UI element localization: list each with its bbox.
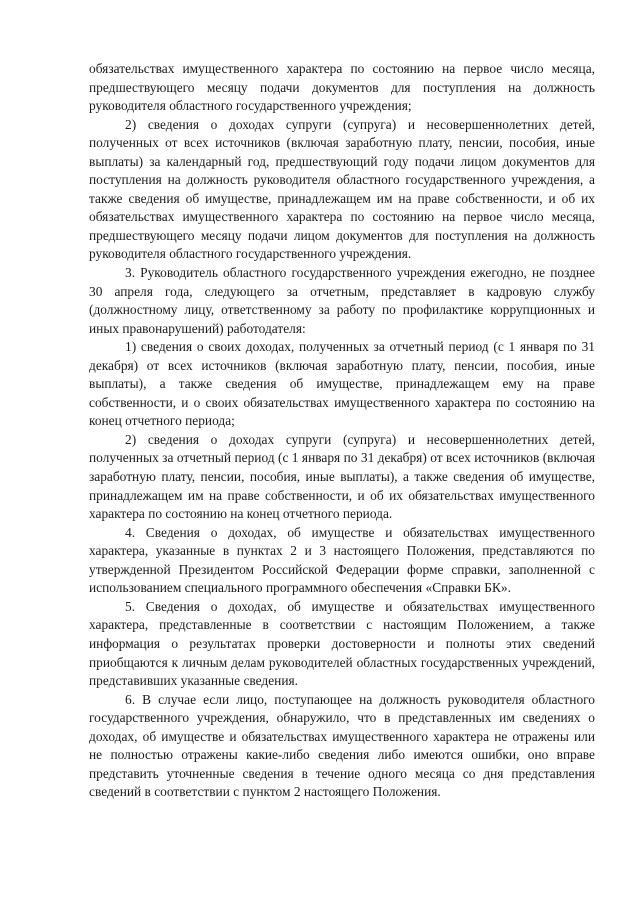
paragraph-continuation: обязательствах имущественного характера по состоянию на первое число месяца, предшествующего месяцу подачи документов для поступления на должность руководителя областного государственного учреждения; xyxy=(89,61,595,114)
paragraph-corrected-info: 6. В случае если лицо, поступающее на должность руководителя областного государственного учреждения, обнаружило, что в представленных им сведениях о доходах, об имуществе и обязательствах имущественного характера не отражены или не полностью отражены какие-либо сведения либо имеются ошибки, оно вправе представить уточненные сведения в течение одного месяца со дня представления сведений в соответствии с пунктом 2 настоящего Положения. xyxy=(89,691,595,800)
paragraph-annual-reporting: 3. Руководитель областного государственного учреждения ежегодно, не позднее 30 апреля года, следующего за отчетным, представляет в кадровую службу (должностному лицу, ответственному за работу по профилактике коррупционных и иных правонарушений) работодателя: xyxy=(89,265,595,336)
paragraph-spouse-income-initial: 2) сведения о доходах супруги (супруга) и несовершеннолетних детей, полученных от всех источников (включая заработную плату, пенсии, пособия, иные выплаты) за календарный год, предшествующий году подачи лицом документов для поступления на должность руководителя областного государственного учреждения, а также сведения об имуществе, принадлежащем им на праве собственности, и об их обязательствах имущественного характера по состоянию на первое число месяца, предшествующего месяцу подачи лицом документов для поступления на должность руководителя областного государственного учреждения. xyxy=(89,116,595,262)
document-page xyxy=(89,60,595,802)
paragraph-form-of-certificate: 4. Сведения о доходах, об имуществе и обязательствах имущественного характера, указанные в пунктах 2 и 3 настоящего Положения, представляются по утвержденной Президентом Российской Федерации форме справки, заполненной с использованием специального программного обеспечения «Справки БК». xyxy=(89,524,595,596)
paragraph-personal-files: 5. Сведения о доходах, об имуществе и обязательствах имущественного характера, представленные в соответствии с настоящим Положением, а также информация о результатах проверки достоверности и полноты этих сведений приобщаются к личным делам руководителей областных государственных учреждений, представивших указанные сведения. xyxy=(89,598,595,689)
paragraph-own-income: 1) сведения о своих доходах, полученных за отчетный период (с 1 января по 31 декабря) от всех источников (включая заработную плату, пенсии, пособия, иные выплаты), а также сведения об имуществе, принадлежащем ему на праве собственности, и о своих обязательствах имущественного характера по состоянию на конец отчетного периода; xyxy=(89,339,595,429)
paragraph-spouse-income-annual: 2) сведения о доходах супруги (супруга) и несовершеннолетних детей, полученных за отчетный период (с 1 января по 31 декабря) от всех источников (включая заработную плату, пенсии, пособия, иные выплаты), а также сведения об имуществе, принадлежащем им на праве собственности, и об их обязательствах имущественного характера по состоянию на конец отчетного периода. xyxy=(89,431,595,522)
